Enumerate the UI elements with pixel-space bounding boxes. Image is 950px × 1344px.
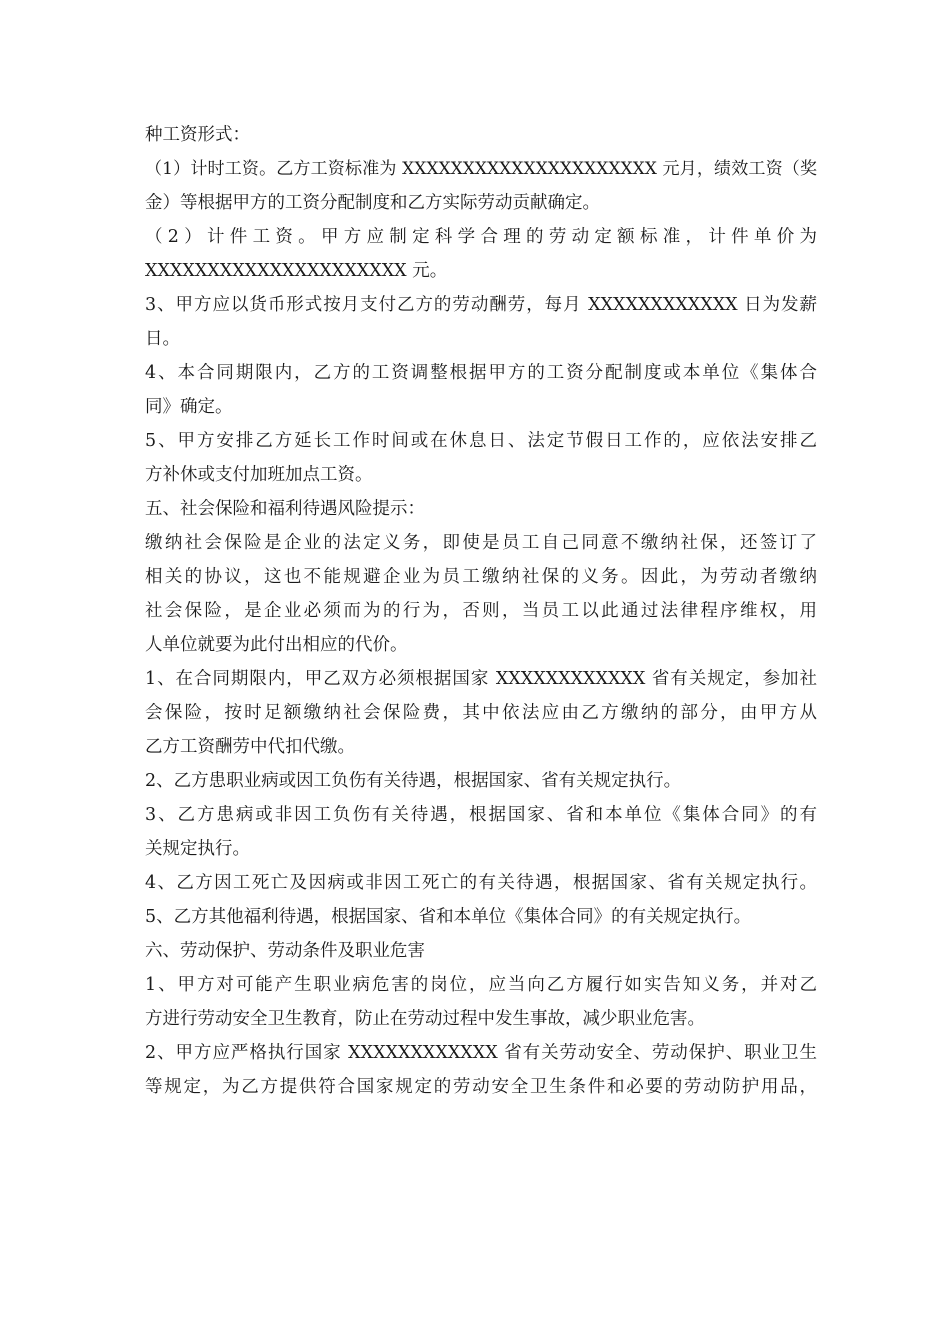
text-line: （1）计时工资。乙方工资标准为 XXXXXXXXXXXXXXXXXXXXX 元月，绩效工资（奖 [145,159,817,179]
text-line: 3、甲方应以货币形式按月支付乙方的劳动酬劳，每月 XXXXXXXXXXXX 日为发薪 [145,295,817,315]
text-line: 5、乙方其他福利待遇，根据国家、省和本单位《集体合同》的有关规定执行。 [145,907,752,927]
text-line: 1、甲方对可能产生职业病危害的岗位，应当向乙方履行如实告知义务，并对乙 [145,975,817,995]
document-page [145,118,817,1104]
text-line: 会保险，按时足额缴纳社会保险费，其中依法应由乙方缴纳的部分，由甲方从 [145,703,817,723]
text-line: 方补休或支付加班加点工资。 [145,465,373,485]
text-line: 5、甲方安排乙方延长工作时间或在休息日、法定节假日工作的，应依法安排乙 [145,431,817,451]
text-line: 乙方工资酬劳中代扣代缴。 [145,737,355,757]
text-line: 人单位就要为此付出相应的代价。 [145,635,408,655]
text-line: 六、劳动保护、劳动条件及职业危害 [145,941,425,961]
document-body [145,118,817,1104]
text-line: 同》确定。 [145,397,233,417]
text-line: 等规定，为乙方提供符合国家规定的劳动安全卫生条件和必要的劳动防护用品， [145,1077,817,1097]
text-line: 社会保险，是企业必须而为的行为，否则，当员工以此通过法律程序维权，用 [145,601,817,621]
text-line: 方进行劳动安全卫生教育，防止在劳动过程中发生事故，减少职业危害。 [145,1009,705,1029]
text-line: 五、社会保险和福利待遇风险提示： [145,499,425,519]
text-line: XXXXXXXXXXXXXXXXXXXXX 元。 [145,261,448,281]
text-line: 金）等根据甲方的工资分配制度和乙方实际劳动贡献确定。 [145,193,600,213]
text-line: 缴纳社会保险是企业的法定义务，即使是员工自己同意不缴纳社保，还签订了 [145,533,817,553]
text-line: 2、甲方应严格执行国家 XXXXXXXXXXXX 省有关劳动安全、劳动保护、职业卫生 [145,1043,817,1063]
text-line: 1、在合同期限内，甲乙双方必须根据国家 XXXXXXXXXXXX 省有关规定，参加社 [145,669,817,689]
text-line: 日。 [145,329,180,349]
text-line: 种工资形式： [145,125,250,145]
text-line: （2）计件工资。甲方应制定科学合理的劳动定额标准，计件单价为 [145,227,817,247]
text-line: 4、本合同期限内，乙方的工资调整根据甲方的工资分配制度或本单位《集体合 [145,363,817,383]
text-line: 3、乙方患病或非因工负伤有关待遇，根据国家、省和本单位《集体合同》的有 [145,805,817,825]
text-line: 2、乙方患职业病或因工负伤有关待遇，根据国家、省有关规定执行。 [145,771,682,791]
text-line: 关规定执行。 [145,839,250,859]
text-line: 4、乙方因工死亡及因病或非因工死亡的有关待遇，根据国家、省有关规定执行。 [145,873,817,893]
text-line: 相关的协议，这也不能规避企业为员工缴纳社保的义务。因此，为劳动者缴纳 [145,567,817,587]
